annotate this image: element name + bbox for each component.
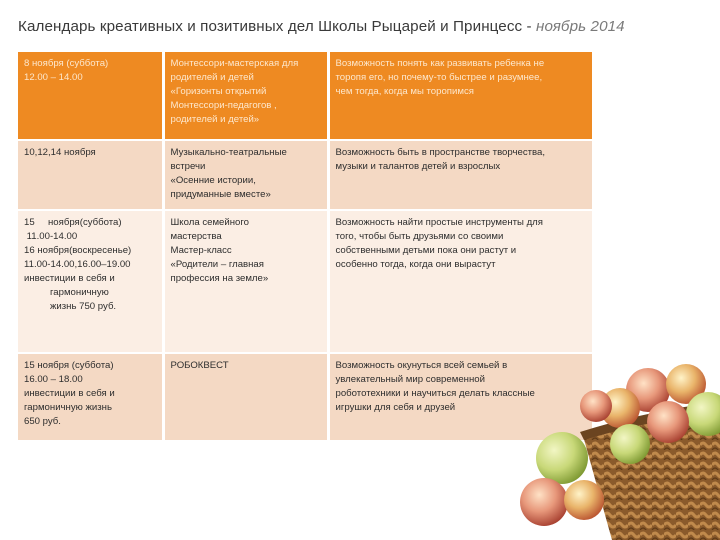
event-line: «Горизонты открытий	[170, 86, 267, 97]
date-line: 16 ноября(воскресенье)	[24, 245, 132, 256]
event-line: мастерства	[170, 231, 222, 242]
event-line: Монтессори-педагогов ,	[170, 100, 277, 111]
benefit-line: особенно тогда, когда они вырастут	[335, 259, 496, 270]
table-row	[18, 52, 592, 140]
benefit-line: Возможность быть в пространстве творчества,	[335, 147, 546, 158]
page-title	[18, 18, 708, 35]
date-line: 11.00-14.00	[24, 231, 78, 242]
benefit-cell	[328, 52, 592, 140]
date-line: инвестиции в себя и	[24, 273, 115, 284]
benefit-line: собственными детьми пока они растут и	[335, 245, 517, 256]
benefit-line: Возможность понять как развивать ребенка не	[335, 58, 545, 69]
event-line: придуманные вместе»	[170, 189, 271, 200]
event-line: встречи	[170, 161, 206, 172]
date-line: 16.00 – 18.00	[24, 374, 83, 385]
benefit-line: Возможность найти простые инструменты для	[335, 217, 543, 228]
event-line: Монтессори-мастерская для	[170, 58, 299, 69]
date-line: 650 руб.	[24, 416, 61, 427]
benefit-line: увлекательный мир современной	[335, 374, 485, 385]
event-cell	[163, 353, 328, 441]
date-cell	[18, 140, 163, 210]
benefit-line: Возможность окунуться всей семьей в	[335, 360, 508, 371]
event-line: Музыкально-театральные	[170, 147, 287, 158]
benefit-line: игрушки для себя и друзей	[335, 402, 456, 413]
date-cell	[18, 52, 163, 140]
event-cell	[163, 140, 328, 210]
event-line: родителей и детей	[170, 72, 254, 83]
date-line: 12.00 – 14.00	[24, 72, 83, 83]
event-line: родителей и детей»	[170, 114, 260, 125]
table-row	[18, 140, 592, 210]
benefit-line: того, чтобы быть друзьями со своими	[335, 231, 504, 242]
date-line: 15 ноября (суббота)	[24, 360, 114, 371]
date-cell	[18, 353, 163, 441]
benefit-line: чем тогда, когда мы торопимся	[335, 86, 474, 97]
title-accent: ноябрь 2014	[536, 18, 625, 35]
benefit-line: торопя его, но почему-то быстрее и разумнее,	[335, 72, 543, 83]
date-line: жизнь 750 руб.	[50, 301, 117, 312]
date-line: инвестиции в себя и	[24, 388, 115, 399]
title-main: Календарь креативных и позитивных дел Школы Рыцарей и Принцесс -	[18, 18, 537, 35]
event-line: Школа семейного	[170, 217, 250, 228]
event-line: РОБОКВЕСТ	[170, 360, 229, 371]
benefit-line: робототехники и научиться делать классные	[335, 388, 535, 399]
event-cell	[163, 52, 328, 140]
event-line: профессия на земле»	[170, 273, 269, 284]
date-line: 11.00-14.00,16.00–19.00	[24, 259, 131, 270]
event-line: «Осенние истории,	[170, 175, 256, 186]
benefit-cell	[328, 140, 592, 210]
date-line: гармоничную жизнь	[24, 402, 112, 413]
date-line: 10,12,14 ноября	[24, 147, 96, 158]
date-line: гармоничную	[50, 287, 109, 298]
event-cell	[163, 210, 328, 353]
benefit-cell	[328, 210, 592, 353]
table-row	[18, 353, 592, 441]
apple-basket-illustration	[520, 340, 720, 540]
date-cell	[18, 210, 163, 353]
date-line: 8 ноября (суббота)	[24, 58, 109, 69]
event-line: «Родители – главная	[170, 259, 264, 270]
event-line: Мастер-класс	[170, 245, 232, 256]
benefit-line: музыки и талантов детей и взрослых	[335, 161, 501, 172]
table-row	[18, 210, 592, 353]
events-table	[18, 52, 592, 442]
date-line: 15 ноября(суббота)	[24, 217, 122, 228]
